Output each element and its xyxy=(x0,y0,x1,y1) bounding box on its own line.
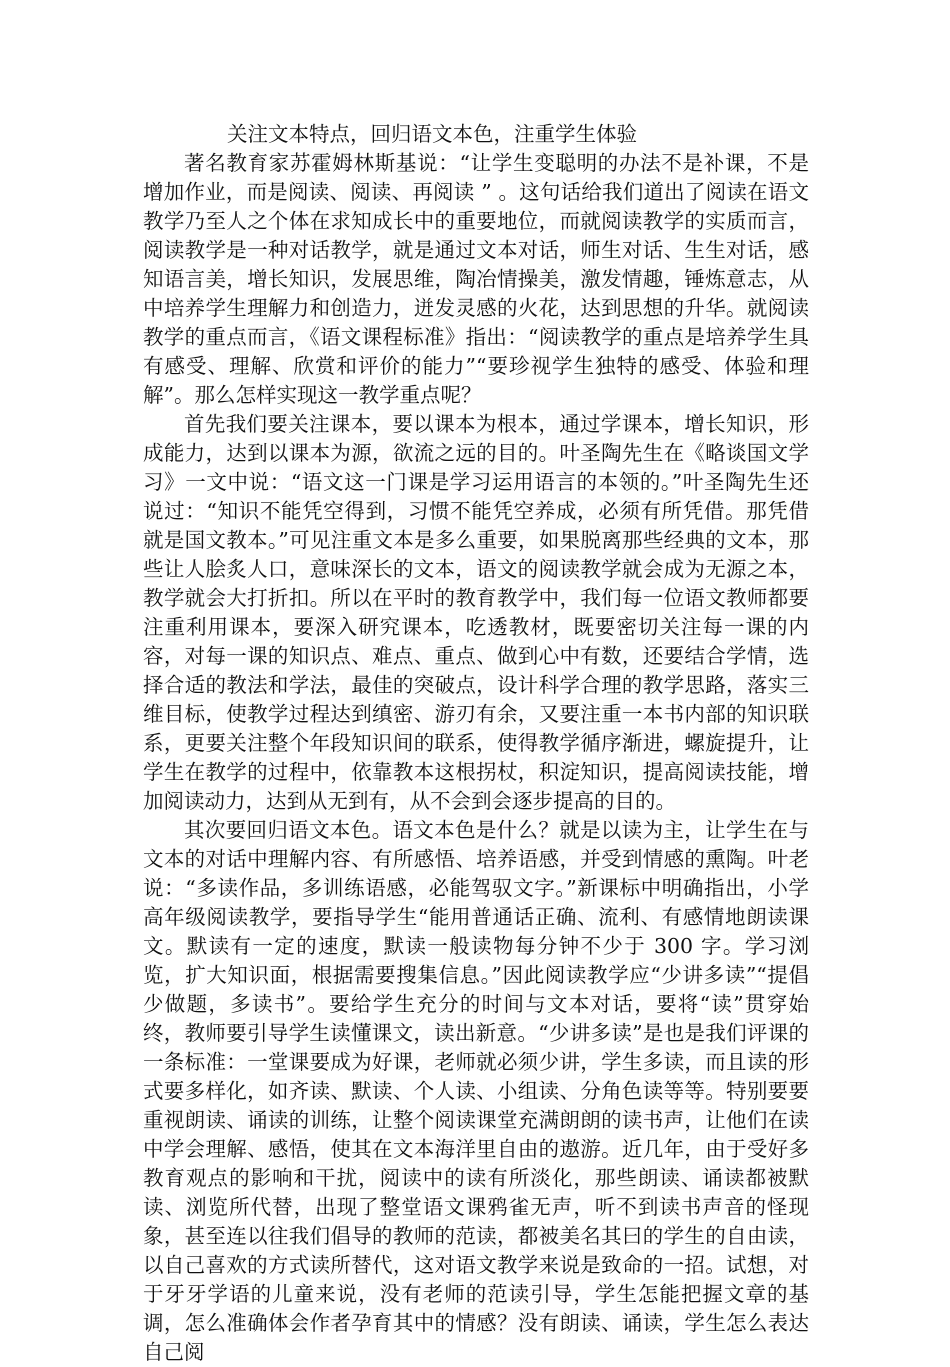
paragraph-textbook: 首先我们要关注课本，要以课本为根本，通过学课本，增长知识，形成能力，达到以课本为源，欲流之远的目的。叶圣陶先生在《略谈国文学习》一文中说：“语文这一门课是学习运用语言的本领的。”叶圣陶先生还说过：“知识不能凭空得到，习惯不能凭空养成，必须有所凭借。那凭借就是国文教本。”可见注重文本是多么重要，如果脱离那些经典的文本，那些让人脍炙人口，意味深长的文本，语文的阅读教学就会成为无源之本，教学就会大打折扣。所以在平时的教育教学中，我们每一位语文教师都要注重利用课本，要深入研究课本，吃透教材，既要密切关注每一课的内容，对每一课的知识点、难点、重点、做到心中有数，还要结合学情，选择合适的教法和学法，最佳的突破点，设计科学合理的教学思路，落实三维目标，使教学过程达到缜密、游刃有余，又要注重一本书内部的知识联系，更要关注整个年段知识间的联系，使得教学循序渐进，螺旋提升，让学生在教学的过程中，依靠教本这根拐杖，积淀知识，提高阅读技能，增加阅读动力，达到从无到有，从不会到会逐步提高的目的。 xyxy=(143,412,809,813)
document-body xyxy=(143,120,809,1367)
paragraph-reading: 其次要回归语文本色。语文本色是什么？就是以读为主，让学生在与文本的对话中理解内容、有所感悟、培养语感，并受到情感的熏陶。叶老说：“多读作品，多训练语感，必能驾驭文字。”新课标中明确指出，小学高年级阅读教学，要指导学生“能用普通话正确、流利、有感情地朗读课文。默读有一定的速度，默读一般读物每分钟不少于 300 字。学习浏览，扩大知识面，根据需要搜集信息。”因此阅读教学应“少讲多读”“提倡少做题，多读书”。要给学生充分的时间与文本对话，要将“读”贯穿始终，教师要引导学生读懂课文，读出新意。“少讲多读”是也是我们评课的一条标准：一堂课要成为好课，老师就必须少讲，学生多读，而且读的形式要多样化，如齐读、默读、个人读、小组读、分角色读等等。特别要要重视朗读、诵读的训练，让整个阅读课堂充满朗朗的读书声，让他们在读中学会理解、感悟，使其在文本海洋里自由的遨游。近几年，由于受好多教育观点的影响和干扰，阅读中的读有所淡化，那些朗读、诵读都被默读、浏览所代替，出现了整堂语文课鸦雀无声，听不到读书声音的怪现象，甚至连以往我们倡导的教师的范读，都被美名其曰的学生的自由读，以自己喜欢的方式读所替代，这对语文教学来说是致命的一招。试想，对于牙牙学语的儿童来说，没有老师的范读引导，学生怎能把握文章的基调，怎么准确体会作者孕育其中的情感？没有朗读、诵读，学生怎么表达自己阅 xyxy=(143,818,809,1364)
document-title: 关注文本特点，回归语文本色，注重学生体验 xyxy=(227,122,637,146)
paragraph-intro: 著名教育家苏霍姆林斯基说：“让学生变聪明的办法不是补课，不是增加作业，而是阅读、阅读、再阅读 ” 。这句话给我们道出了阅读在语文教学乃至人之个体在求知成长中的重要地位，而就阅读教学的实质而言，阅读教学是一种对话教学，就是通过文本对话，师生对话、生生对话，感知语言美，增长知识，发展思维，陶冶情操美，激发情趣，锤炼意志，从中培养学生理解力和创造力，迸发灵感的火花，达到思想的升华。就阅读教学的重点而言，《语文课程标准》指出：“阅读教学的重点是培养学生具有感受、理解、欣赏和评价的能力”“要珍视学生独特的感受、体验和理解”。那么怎样实现这一教学重点呢？ xyxy=(143,151,809,407)
